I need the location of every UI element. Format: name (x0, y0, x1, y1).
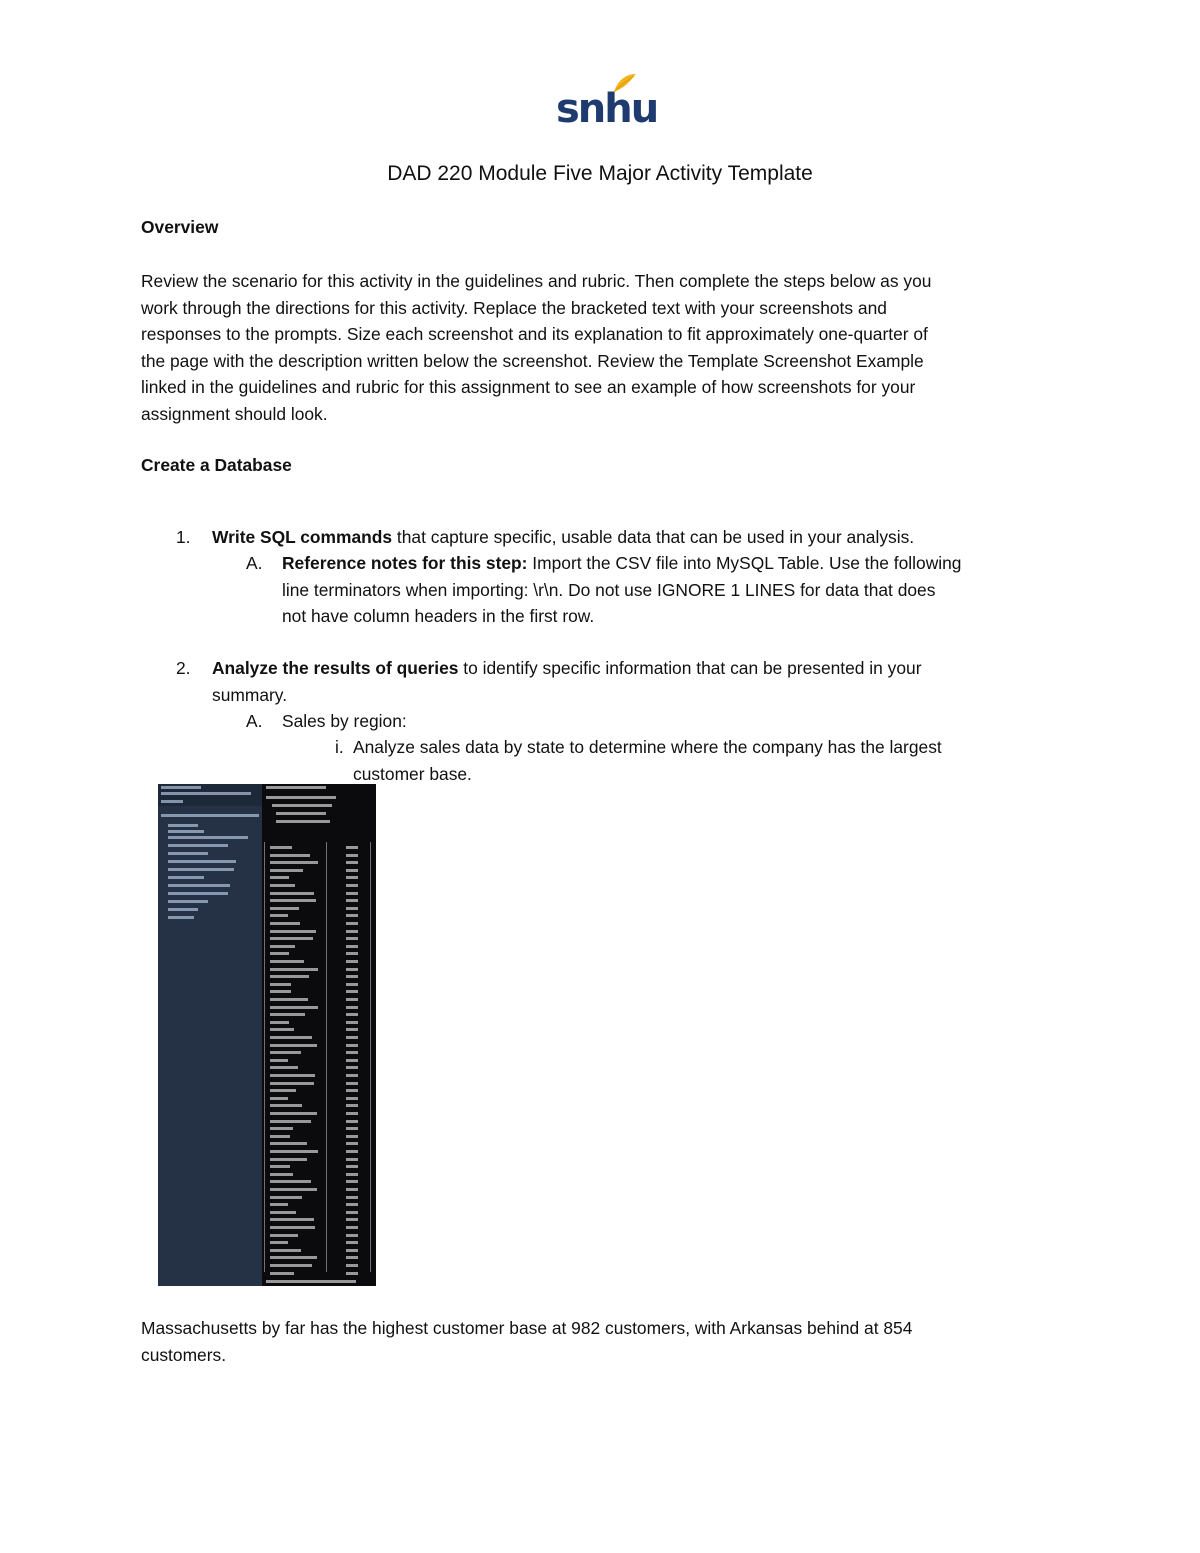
result-row (270, 1256, 317, 1259)
result-row (270, 1066, 298, 1069)
result-row (270, 1211, 296, 1214)
answer-line1: Massachusetts by far has the highest customer base at 982 customers, with Arkansas behind at 854 (141, 1318, 913, 1338)
navigator-line (168, 868, 234, 871)
result-row (270, 1051, 301, 1054)
snhu-logo (556, 72, 658, 134)
step-number: 1. (176, 527, 191, 547)
result-count (346, 1264, 358, 1267)
sub-letter: A. (246, 553, 263, 573)
result-count (346, 1036, 358, 1039)
result-row (270, 1173, 293, 1176)
roman-numeral: i. (335, 737, 344, 757)
result-row (270, 1112, 317, 1115)
result-count (346, 1272, 358, 1275)
step-2-text (212, 655, 1052, 708)
result-row (270, 1218, 314, 1221)
result-count (346, 1165, 358, 1168)
result-count (346, 1127, 358, 1130)
step-2ai-line2: customer base. (353, 763, 472, 784)
schema-navigator-panel (158, 784, 262, 1286)
result-count (346, 1256, 358, 1259)
navigator-line (168, 852, 208, 855)
step-2-line2: summary. (212, 684, 288, 705)
navigator-line (161, 814, 259, 817)
overview-line: work through the directions for this activity. Replace the bracketed text with your screenshots and (141, 297, 887, 318)
overview-line: the page with the description written below the screenshot. Review the Template Screenshot Example (141, 350, 924, 371)
result-count (346, 937, 358, 940)
step-1a-line2: line terminators when importing: \r\n. Do not use IGNORE 1 LINES for data that does (282, 579, 936, 600)
result-row (270, 1150, 318, 1153)
result-count (346, 1226, 358, 1229)
result-count (346, 930, 358, 933)
navigator-line (168, 844, 228, 847)
result-row (270, 1165, 290, 1168)
result-row (270, 1203, 288, 1206)
overview-paragraph (141, 268, 1051, 428)
sub-letter: A. (246, 711, 263, 731)
result-count (346, 1211, 358, 1214)
navigator-line (168, 860, 236, 863)
result-count (346, 1104, 358, 1107)
step-2-bold: Analyze the results of queries (212, 658, 459, 678)
overview-line: responses to the prompts. Size each screenshot and its explanation to fit approximately one-quarter of (141, 324, 928, 345)
result-row (270, 1272, 294, 1275)
result-row (270, 960, 304, 963)
result-row (270, 869, 303, 872)
result-count (346, 922, 358, 925)
result-count (346, 1180, 358, 1183)
result-row (270, 876, 289, 879)
overview-line: Review the scenario for this activity in the guidelines and rubric. Then complete the steps below as you (141, 271, 932, 291)
result-row (270, 990, 291, 993)
result-row (270, 1097, 288, 1100)
table-border (326, 842, 327, 1272)
step-1-text (212, 524, 1052, 551)
result-count (346, 1028, 358, 1031)
result-count (346, 892, 358, 895)
result-row (270, 1264, 312, 1267)
result-row (270, 1028, 294, 1031)
result-count (346, 884, 358, 887)
navigator-line (161, 786, 201, 789)
step-1a-line3: not have column headers in the first row. (282, 606, 595, 627)
result-count (346, 1066, 358, 1069)
overview-line: assignment should look. (141, 403, 328, 424)
result-row (270, 1127, 293, 1130)
step-1a-line1: Import the CSV file into MySQL Table. Use the following (527, 553, 962, 573)
result-row (270, 884, 295, 887)
query-line (266, 786, 326, 789)
result-row (270, 1188, 317, 1191)
result-row (270, 1180, 311, 1183)
step-2ai-line1: Analyze sales data by state to determine where the company has the largest (353, 737, 942, 757)
result-row (270, 1089, 296, 1092)
result-count (346, 1142, 358, 1145)
result-count (346, 1089, 358, 1092)
result-row (270, 1104, 302, 1107)
result-row (270, 922, 300, 925)
navigator-line (168, 824, 198, 827)
navigator-line (168, 836, 248, 839)
overview-heading: Overview (141, 217, 219, 237)
result-footer (266, 1280, 356, 1283)
result-count (346, 1173, 358, 1176)
result-count (346, 1203, 358, 1206)
result-row (270, 945, 295, 948)
result-count (346, 854, 358, 857)
result-count (346, 1188, 358, 1191)
step-1a-text (282, 550, 1052, 630)
result-count (346, 1006, 358, 1009)
result-count (346, 1051, 358, 1054)
table-border (370, 842, 371, 1272)
logo-text: snhu (556, 86, 658, 132)
result-count (346, 899, 358, 902)
result-row (270, 937, 313, 940)
result-row (270, 952, 289, 955)
result-count (346, 846, 358, 849)
navigator-line (161, 792, 251, 795)
navigator-line (168, 916, 194, 919)
result-count (346, 1112, 358, 1115)
result-row (270, 1021, 289, 1024)
result-row (270, 1074, 315, 1077)
navigator-line (168, 892, 228, 895)
step-2a-text: Sales by region: (282, 711, 407, 731)
result-count (346, 945, 358, 948)
navigator-line (168, 900, 208, 903)
query-results-screenshot (158, 784, 376, 1286)
result-row (270, 1082, 314, 1085)
section-heading: Create a Database (141, 455, 292, 475)
result-row (270, 1241, 288, 1244)
result-count (346, 968, 358, 971)
query-line (266, 796, 336, 799)
result-row (270, 975, 309, 978)
result-count (346, 1074, 358, 1077)
result-count (346, 876, 358, 879)
navigator-line (168, 884, 230, 887)
result-row (270, 1059, 288, 1062)
leaf-icon (612, 72, 638, 94)
result-count (346, 914, 358, 917)
step-number: 2. (176, 658, 191, 678)
result-count (346, 983, 358, 986)
step-1-rest: that capture specific, usable data that can be used in your analysis. (392, 527, 915, 547)
result-count (346, 1013, 358, 1016)
step-2ai-text (353, 734, 1053, 787)
result-row (270, 1142, 307, 1145)
result-row (270, 968, 318, 971)
result-row (270, 1006, 318, 1009)
result-count (346, 869, 358, 872)
result-row (270, 930, 316, 933)
result-count (346, 1059, 358, 1062)
result-count (346, 975, 358, 978)
answer-line2: customers. (141, 1344, 227, 1365)
result-row (270, 914, 288, 917)
result-row (270, 1013, 305, 1016)
navigator-line (161, 800, 183, 803)
result-count (346, 998, 358, 1001)
result-row (270, 1226, 315, 1229)
page-title: DAD 220 Module Five Major Activity Template (387, 162, 813, 185)
result-count (346, 1021, 358, 1024)
result-row (270, 1249, 301, 1252)
result-row (270, 1120, 311, 1123)
result-row (270, 1234, 298, 1237)
result-row (270, 1196, 302, 1199)
result-count (346, 1044, 358, 1047)
query-line (276, 820, 330, 823)
result-count (346, 1218, 358, 1221)
step-1-bold: Write SQL commands (212, 527, 393, 547)
result-count (346, 1135, 358, 1138)
result-count (346, 1196, 358, 1199)
result-count (346, 1249, 358, 1252)
result-row (270, 892, 314, 895)
result-count (346, 1082, 358, 1085)
result-row (270, 846, 292, 849)
result-row (270, 907, 299, 910)
navigator-line (168, 908, 198, 911)
answer-paragraph (141, 1315, 1051, 1368)
result-count (346, 907, 358, 910)
step-2-rest: to identify specific information that can be presented in your (458, 658, 922, 678)
result-count (346, 1158, 358, 1161)
step-1a-bold: Reference notes for this step: (282, 553, 528, 573)
result-count (346, 990, 358, 993)
result-count (346, 1120, 358, 1123)
overview-line: linked in the guidelines and rubric for this assignment to see an example of how screenshots for your (141, 377, 916, 398)
result-row (270, 1135, 290, 1138)
result-row (270, 1036, 312, 1039)
query-line (272, 804, 332, 807)
result-count (346, 861, 358, 864)
result-row (270, 861, 318, 864)
result-row (270, 983, 291, 986)
result-row (270, 899, 316, 902)
result-count (346, 1150, 358, 1153)
result-row (270, 1158, 307, 1161)
result-count (346, 960, 358, 963)
result-row (270, 1044, 317, 1047)
query-line (276, 812, 326, 815)
navigator-line (168, 876, 204, 879)
result-count (346, 1097, 358, 1100)
result-count (346, 1234, 358, 1237)
result-row (270, 998, 308, 1001)
navigator-line (168, 830, 204, 833)
result-count (346, 1241, 358, 1244)
table-border (264, 842, 265, 1272)
results-terminal-panel (262, 784, 376, 1286)
result-row (270, 854, 310, 857)
result-count (346, 952, 358, 955)
